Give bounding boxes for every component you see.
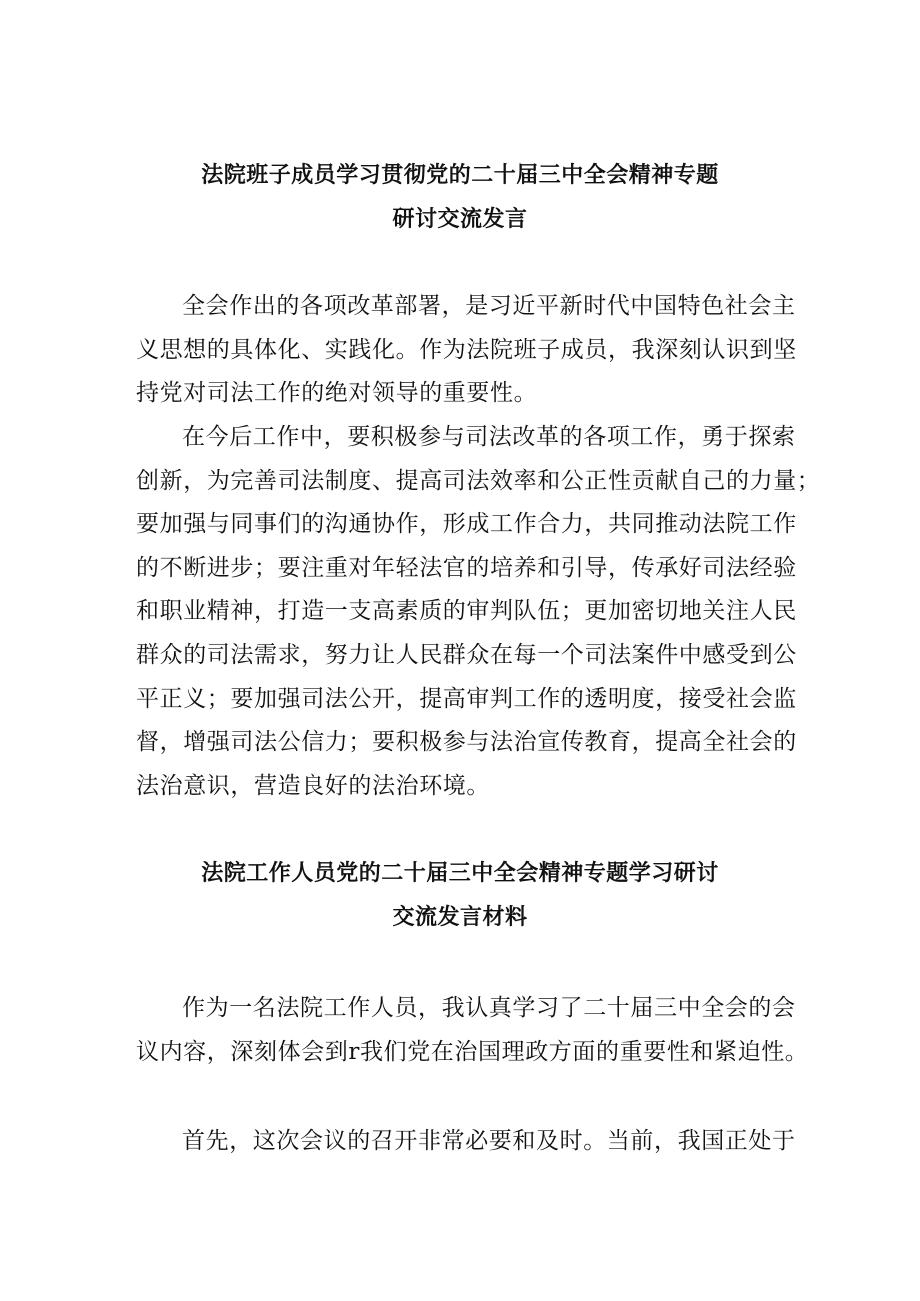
section2-title: [0, 852, 920, 940]
paragraph-line: 作为一名法院工作人员，我认真学习了二十届三中全会的会: [182, 995, 796, 1021]
section1-paragraph-2: [136, 416, 821, 808]
section1-paragraph-1: [136, 285, 797, 416]
paragraph-line: 议内容，深刻体会到r我们党在治国理政方面的重要性和紧迫性。: [136, 1038, 809, 1065]
paragraph-line: 群众的司法需求，努力让人民群众在每一个司法案件中感受到公: [136, 641, 797, 668]
paragraph-line: 法治意识，营造良好的法治环境。: [136, 772, 490, 799]
paragraph-line: 全会作出的各项改革部署，是习近平新时代中国特色社会主: [182, 293, 796, 319]
paragraph-line: 和职业精神，打造一支高素质的审判队伍；更加密切地关注人民: [136, 598, 797, 625]
section2-paragraph-2: [136, 1120, 796, 1164]
paragraph-line: 平正义；要加强司法公开，提高审判工作的透明度，接受社会监: [136, 685, 797, 712]
section1-title-line2: 研讨交流发言: [392, 207, 528, 232]
paragraph-line: 的不断进步；要注重对年轻法官的培养和引导，传承好司法经验: [136, 554, 797, 581]
paragraph-line: 首先，这次会议的召开非常必要和及时。当前，我国正处于: [182, 1128, 796, 1154]
paragraph-line: 义思想的具体化、实践化。作为法院班子成员，我深刻认识到坚: [136, 336, 797, 363]
section2-title-line1: 法院工作人员党的二十届三中全会精神专题学习研讨: [201, 861, 719, 886]
paragraph-line: 在今后工作中，要积极参与司法改革的各项工作，勇于探索: [182, 424, 796, 450]
paragraph-line: 持党对司法工作的绝对领导的重要性。: [136, 380, 538, 407]
paragraph-line: 要加强与同事们的沟通协作，形成工作合力，共同推动法院工作: [136, 511, 797, 538]
section2-title-line2: 交流发言材料: [392, 905, 528, 930]
section1-title-line1: 法院班子成员学习贯彻党的二十届三中全会精神专题: [201, 163, 719, 188]
paragraph-line: 创新，为完善司法制度、提高司法效率和公正性贡献自己的力量；: [136, 467, 821, 494]
section2-paragraph-1: [136, 987, 809, 1074]
section1-title: [0, 154, 920, 242]
paragraph-line: 督，增强司法公信力；要积极参与法治宣传教育，提高全社会的: [136, 729, 797, 756]
